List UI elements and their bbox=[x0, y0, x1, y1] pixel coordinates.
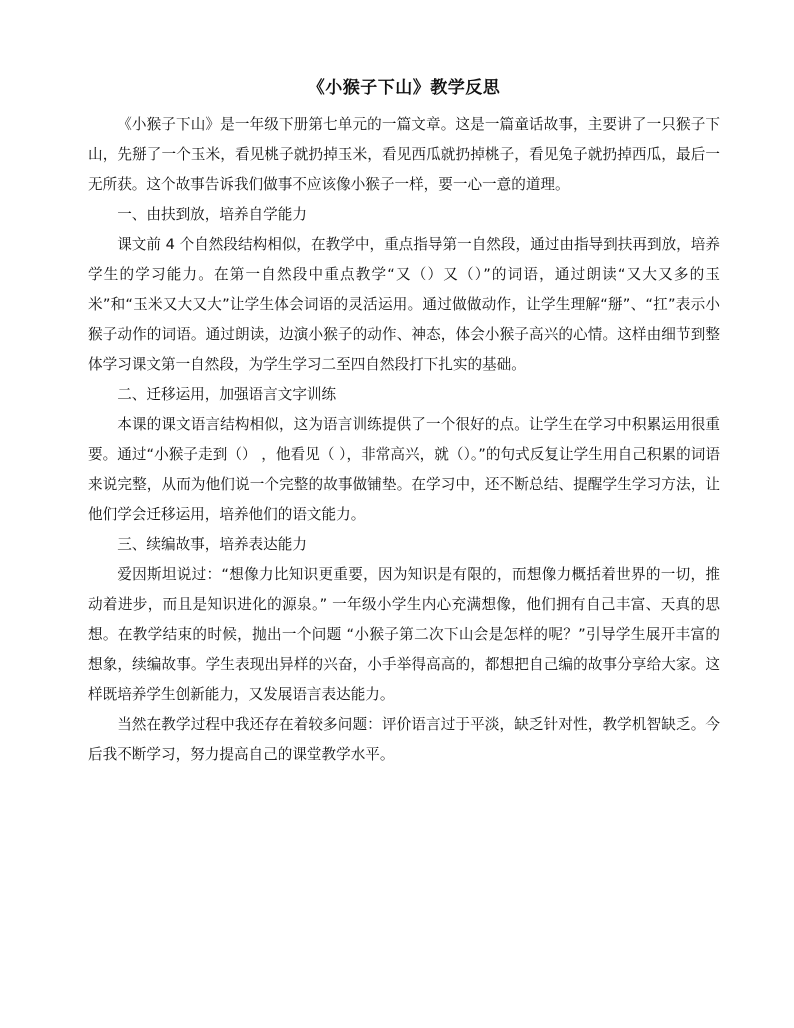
document-body bbox=[88, 74, 720, 770]
section-heading-3: 三、续编故事，培养表达能力 bbox=[117, 536, 307, 553]
conclusion-paragraph: 当然在教学过程中我还存在着较多问题：评价语言过于平淡，缺乏针对性，教学机智缺乏。今后我不断学习，努力提高自己的课堂教学水平。 bbox=[88, 716, 720, 763]
section-heading-1: 一、由扶到放，培养自学能力 bbox=[117, 206, 307, 223]
intro-paragraph: 《小猴子下山》是一年级下册第七单元的一篇文章。这是一篇童话故事，主要讲了一只猴子下山，先掰了一个玉米，看见桃子就扔掉玉米，看见西瓜就扔掉桃子，看见兔子就扔掉西瓜，最后一无所获。这个故事告诉我们做事不应该像小猴子一样，要一心一意的道理。 bbox=[88, 116, 720, 193]
section-3-paragraph: 爱因斯坦说过：“想像力比知识更重要，因为知识是有限的，而想像力概括着世界的一切，推动着进步，而且是知识进化的源泉。” 一年级小学生内心充满想像，他们拥有自己丰富、天真的思想。在教学结束的时候，抛出一个问题 “小猴子第二次下山会是怎样的呢？”引导学生展开丰富的想象，续编故事。学生表现出异样的兴奋，小手举得高高的，都想把自己编的故事分享给大家。这样既培养学生创新能力，又发展语言表达能力。 bbox=[88, 566, 720, 703]
section-heading-2: 二、迁移运用，加强语言文字训练 bbox=[117, 386, 337, 403]
document-title: 《小猴子下山》教学反思 bbox=[307, 78, 501, 98]
section-2-paragraph: 本课的课文语言结构相似，这为语言训练提供了一个很好的点。让学生在学习中积累运用很重要。通过“小猴子走到（） ，他看见（ ），非常高兴，就（）。”的句式反复让学生用自己积累的词语来说完整，从而为他们说一个完整的故事做铺垫。在学习中，还不断总结、提醒学生学习方法，让他们学会迁移运用，培养他们的语文能力。 bbox=[88, 416, 720, 523]
section-1-paragraph: 课文前 4 个自然段结构相似，在教学中，重点指导第一自然段，通过由指导到扶再到放，培养学生的学习能力。在第一自然段中重点教学“又（）又（）”的词语，通过朗读“又大又多的玉米”和“玉米又大又大”让学生体会词语的灵活运用。通过做做动作，让学生理解“掰”、“扛”表示小猴子动作的词语。通过朗读，边演小猴子的动作、神态，体会小猴子高兴的心情。这样由细节到整体学习课文第一自然段，为学生学习二至四自然段打下扎实的基础。 bbox=[88, 236, 720, 373]
